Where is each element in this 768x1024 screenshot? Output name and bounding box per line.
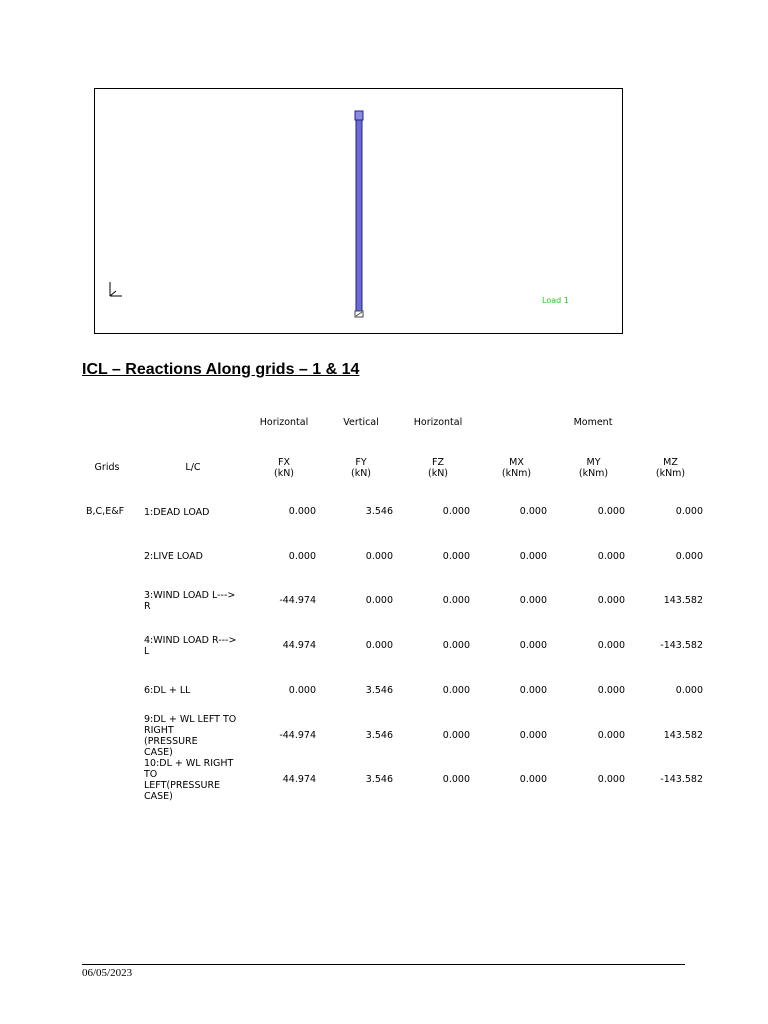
row-load-case: 10:DL + WL RIGHT TO LEFT(PRESSURE CASE) — [144, 758, 234, 803]
column-header-my: MY (kNm) — [578, 457, 609, 479]
row-load-case: 9:DL + WL LEFT TO RIGHT (PRESSURE CASE) — [144, 713, 237, 758]
row-value-mx: 0.000 — [519, 729, 547, 741]
section-title: ICL – Reactions Along grids – 1 & 14 — [82, 361, 360, 378]
row-value-fz: 0.000 — [442, 506, 470, 517]
row-value-fy: 0.000 — [365, 550, 393, 562]
group-header-moment: Moment — [573, 417, 613, 428]
row-value-fz: 0.000 — [442, 550, 470, 562]
row-value-my: 0.000 — [597, 550, 625, 562]
row-value-fx: -44.974 — [279, 595, 316, 607]
row-value-my: 0.000 — [597, 774, 625, 786]
row-value-fy: 3.546 — [365, 774, 393, 786]
row-value-mz: -143.582 — [660, 774, 703, 786]
support-hatch — [356, 312, 362, 316]
row-value-mz: -143.582 — [660, 640, 703, 652]
column-header-fz: FZ (kN) — [427, 457, 449, 479]
column-top-cap — [355, 111, 363, 120]
row-value-my: 0.000 — [597, 684, 625, 696]
load-case-label: Load 1 — [542, 296, 569, 305]
row-value-fx: 0.000 — [288, 550, 316, 562]
column-header-grids: Grids — [94, 462, 120, 473]
row-value-mz: 143.582 — [663, 729, 703, 741]
row-value-my: 0.000 — [597, 595, 625, 607]
row-value-fx: 44.974 — [282, 640, 316, 652]
group-header-fz: Horizontal — [413, 417, 463, 428]
row-value-mz: 143.582 — [663, 595, 703, 607]
row-grid-label: B,C,E&F — [86, 506, 125, 517]
row-load-case: 4:WIND LOAD R---> L — [144, 635, 237, 658]
row-value-fx: 0.000 — [288, 506, 316, 517]
row-load-case: 6:DL + LL — [144, 685, 191, 697]
column-header-fy: FY (kN) — [350, 457, 372, 479]
row-load-case: 2:LIVE LOAD — [144, 551, 203, 563]
model-view — [94, 88, 623, 334]
row-value-fx: 0.000 — [288, 684, 316, 696]
axis-z-icon — [110, 291, 116, 296]
row-value-fz: 0.000 — [442, 684, 470, 696]
row-value-my: 0.000 — [597, 506, 625, 517]
row-load-case: 1:DEAD LOAD — [144, 506, 210, 518]
column-header-mx: MX (kNm) — [501, 457, 532, 479]
row-value-fz: 0.000 — [442, 640, 470, 652]
row-value-fy: 3.546 — [365, 506, 393, 517]
row-value-my: 0.000 — [597, 729, 625, 741]
row-value-mz: 0.000 — [675, 550, 703, 562]
row-value-fx: 44.974 — [282, 774, 316, 786]
footer-date: 06/05/2023 — [82, 967, 133, 979]
group-header-fy: Vertical — [343, 417, 379, 428]
row-value-fy: 3.546 — [365, 729, 393, 741]
footer-divider — [82, 964, 685, 965]
column-member — [356, 112, 362, 311]
row-value-fy: 3.546 — [365, 684, 393, 696]
row-value-fz: 0.000 — [442, 595, 470, 607]
column-header-mz: MZ (kNm) — [655, 457, 686, 479]
row-value-mx: 0.000 — [519, 684, 547, 696]
row-value-mx: 0.000 — [519, 774, 547, 786]
row-value-fy: 0.000 — [365, 640, 393, 652]
row-value-mz: 0.000 — [675, 506, 703, 517]
column-header-lc: L/C — [185, 462, 201, 473]
row-value-fx: -44.974 — [279, 729, 316, 741]
row-value-mx: 0.000 — [519, 506, 547, 517]
row-value-fz: 0.000 — [442, 774, 470, 786]
row-value-my: 0.000 — [597, 640, 625, 652]
row-value-fz: 0.000 — [442, 729, 470, 741]
row-value-mx: 0.000 — [519, 640, 547, 652]
row-load-case: 3:WIND LOAD L---> R — [144, 590, 236, 613]
row-value-fy: 0.000 — [365, 595, 393, 607]
row-value-mx: 0.000 — [519, 595, 547, 607]
group-header-fx: Horizontal — [259, 417, 309, 428]
row-value-mx: 0.000 — [519, 550, 547, 562]
row-value-mz: 0.000 — [675, 684, 703, 696]
column-header-fx: FX (kN) — [273, 457, 295, 479]
